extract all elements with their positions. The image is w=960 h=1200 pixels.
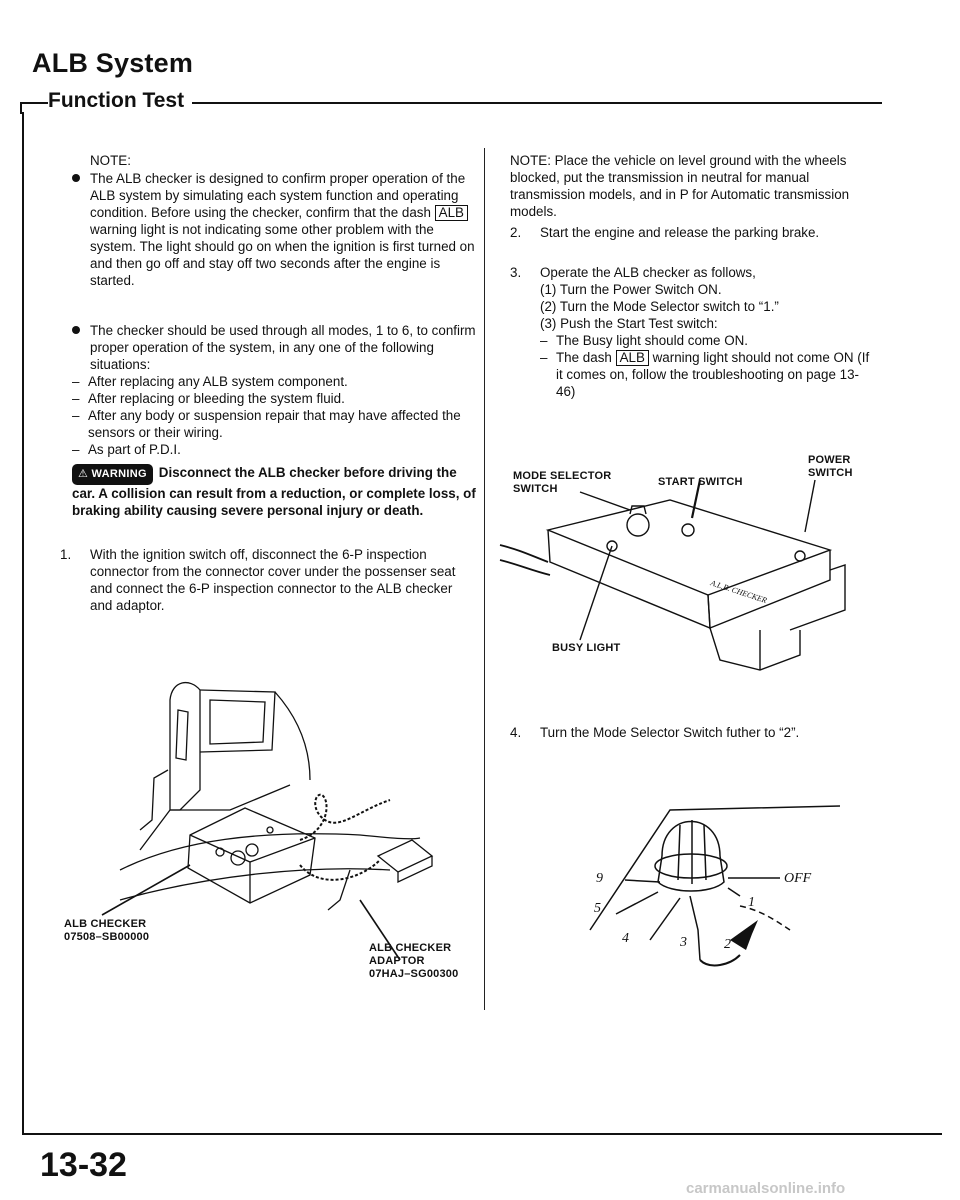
alb-adaptor-callout	[369, 942, 458, 981]
callout-name: ALB CHECKER	[369, 942, 452, 954]
step-1-text: With the ignition switch off, disconnect the 6-P inspection connector from the connector cover under the possenser seat and connect the 6-P inspection connector to the ALB checker and adaptor.	[90, 547, 456, 613]
bullet-dot	[72, 326, 80, 334]
power-switch-callout	[808, 454, 853, 480]
list-item: – After replacing any ALB system component.	[72, 373, 476, 390]
dial-digit: 5	[594, 901, 601, 916]
list-item: – As part of P.D.I.	[72, 441, 476, 458]
list-item: (2) Turn the Mode Selector switch to “1.”	[540, 299, 779, 314]
note-bullet-1-text: The ALB checker is designed to confirm proper operation of the ALB system by simulating each system function and operating condition. Before using the checker, confirm that the dash	[90, 171, 466, 220]
step-3-dash-2a: The dash	[556, 350, 612, 365]
start-switch-callout: START SWITCH	[658, 476, 743, 488]
dial-digit: 9	[596, 871, 603, 886]
step-4	[510, 724, 878, 741]
step-number: 2.	[510, 225, 522, 240]
step-2-text: Start the engine and release the parking brake.	[540, 225, 820, 240]
callout-name: ALB CHECKER	[64, 918, 147, 930]
list-item: – After replacing or bleeding the system fluid.	[72, 390, 476, 407]
note-bullet-1-tail: warning light is not indicating some other problem with the system. The light should go on when the ignition is first turned on and then go off and stay off two seconds after the engine is started.	[90, 222, 475, 288]
warning-badge-label: WARNING	[91, 468, 147, 480]
dial-digit: 2	[724, 937, 731, 952]
list-item: (3) Push the Start Test switch:	[540, 316, 718, 331]
list-item: – After any body or suspension repair that may have affected the sensors or their wiring.	[72, 407, 476, 441]
list-item	[540, 349, 878, 400]
note-label: NOTE:	[90, 153, 131, 168]
bullet-dot	[72, 174, 80, 182]
checker-body-lettering: A.L.B. CHECKER	[709, 578, 768, 606]
warning-badge: ⚠ WARNING	[72, 464, 153, 485]
dial-digit: 4	[622, 931, 629, 946]
alb-checker-callout	[64, 918, 149, 944]
note-bullet-1	[72, 170, 476, 289]
list-item: – The Busy light should come ON.	[540, 332, 878, 349]
step-number: 3.	[510, 265, 522, 280]
warning-text: Disconnect the ALB checker before driving the car. A collision can result from a reduction, or complete loss, of braking ability causing severe personal injury or death.	[72, 465, 476, 518]
step-1	[60, 546, 476, 614]
mode-selector-callout	[513, 470, 611, 496]
list-item: (1) Turn the Power Switch ON.	[540, 282, 722, 297]
step-4-text: Turn the Mode Selector Switch futher to “2”.	[540, 725, 800, 740]
section-title: Function Test	[48, 89, 192, 113]
mode-selector-knob-illustration	[580, 770, 880, 1010]
callout-name-2: SWITCH	[513, 483, 558, 495]
step-3-dash-2b: warning light should not come ON (If it comes on, follow the troubleshooting on page 13-46)	[556, 350, 870, 399]
alb-indicator-box: ALB	[616, 350, 649, 366]
bottom-rule	[22, 1133, 942, 1135]
callout-part: 07HAJ–SG00300	[369, 968, 459, 980]
left-margin-rule	[22, 112, 24, 1135]
note-bullet-2-text: The checker should be used through all modes, 1 to 6, to confirm proper operation of the system, in any one of the following situations:	[90, 323, 476, 372]
callout-name-2: ADAPTOR	[369, 955, 425, 967]
step-number: 4.	[510, 725, 522, 740]
callout-name: POWER	[808, 454, 851, 466]
column-divider	[484, 148, 485, 1010]
alb-indicator-box: ALB	[435, 205, 468, 221]
step-3	[510, 264, 878, 400]
turn-arrow-icon	[730, 920, 758, 950]
callout-name: MODE SELECTOR	[513, 470, 612, 482]
warning-block	[72, 464, 476, 519]
busy-light-callout: BUSY LIGHT	[552, 642, 621, 654]
dial-digit: 1	[748, 895, 755, 910]
situations-list	[72, 373, 476, 458]
dial-digit: 3	[680, 935, 687, 950]
note-bullet-2	[72, 322, 476, 373]
right-note: NOTE: Place the vehicle on level ground with the wheels blocked, put the transmission in neutral for manual transmission models, and in P for Automatic transmission models.	[510, 153, 850, 219]
page-number: 13-32	[40, 1146, 127, 1184]
step-3-text: Operate the ALB checker as follows,	[540, 265, 756, 280]
callout-name-2: SWITCH	[808, 467, 853, 479]
callout-part: 07508–SB00000	[64, 931, 150, 943]
watermark: carmanualsonline.info	[686, 1180, 846, 1197]
page-title: ALB System	[32, 48, 194, 78]
step-number: 1.	[60, 547, 72, 562]
step-2	[510, 224, 878, 241]
dial-digit: OFF	[784, 871, 812, 886]
